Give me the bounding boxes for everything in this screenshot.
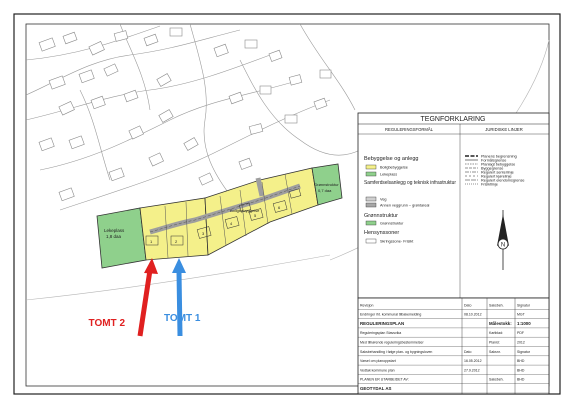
lekeplass-area	[97, 208, 146, 268]
title-block-cell: Reguleringsplan Stavsvika	[360, 331, 402, 336]
legend-col-left: REGULERINGSFORMÅL	[385, 127, 433, 132]
legend-swatch	[366, 203, 376, 207]
lekeplass-label: Lekeplass	[104, 228, 125, 233]
legend-line-label: Frisiktlinje	[481, 182, 498, 187]
title-block-cell: Kartblad:	[489, 331, 504, 336]
title-block-cell: MGT	[517, 312, 525, 317]
legend-item: Lekeplass	[380, 172, 398, 177]
title-block-cell: Saksbehandling i følge plan- og bygningsloven	[360, 349, 433, 354]
bolig-area-west	[140, 198, 208, 260]
title-block-cell: BHD	[517, 359, 525, 364]
tomt-2-label: TOMT 2	[88, 318, 125, 329]
title-block-cell: Dato	[464, 303, 472, 308]
svg-text:N: N	[500, 242, 506, 249]
bolig-label: Boligbebyggelse	[230, 208, 260, 213]
lot-number: 1	[150, 239, 153, 244]
legend-item: Veg	[380, 197, 387, 202]
legend-item: Skringssone- Frisikt	[380, 239, 414, 244]
lot-number: 6	[278, 205, 281, 210]
legend-line-label: Planens begrensning	[481, 154, 517, 159]
legend-line-label: Formålsgrense	[481, 158, 507, 163]
title-block-cell: 2012	[517, 340, 525, 345]
title-block-cell: Planid:	[489, 340, 500, 345]
legend-heading: Hensynssoner	[364, 230, 400, 236]
legend-swatch	[366, 197, 376, 201]
title-block-cell: Varsel om planoppstart	[360, 359, 396, 364]
legend-swatch	[366, 172, 376, 176]
legend-line-label: Planlagt bebyggelse	[481, 162, 516, 167]
legend-line-label: Regulert eiendomsgrense	[481, 178, 525, 183]
title-block-cell: Endringer iht. kommunal tilbakemelding	[360, 312, 422, 317]
legend-line-label: Byggegrense	[481, 166, 504, 171]
legend	[358, 113, 549, 298]
lot-number: 4	[230, 221, 233, 226]
title-block-cell: 08.10.2012	[464, 312, 482, 317]
legend-col-right: JURIDISKE LINJER	[485, 127, 523, 132]
legend-heading: Bebyggelse og anlegg	[364, 156, 419, 162]
title-block-cell: Målestokk:	[489, 320, 512, 326]
gronnstruktur-label: Grønnstruktur	[314, 182, 339, 187]
lot-number: 3	[202, 231, 205, 236]
tomt-1-label: TOMT 1	[164, 313, 201, 324]
lekeplass-area-label: 1,8 daa	[106, 234, 122, 239]
title-block-cell: Saksbeh.	[489, 377, 504, 382]
title-block-cell: PLANEN ER UTARBEIDET AV:	[360, 377, 409, 382]
legend-line-label: Regulert kjørelinje	[481, 174, 512, 179]
lot-number: 2	[175, 239, 178, 244]
title-block-cell: REGULERINGSPLAN	[360, 320, 405, 326]
title-block-cell: BHD	[517, 377, 525, 382]
title-block-cell: Signatur	[517, 349, 531, 354]
title-block-cell: PDF	[517, 331, 524, 336]
title-block-cell: 27.9.2012	[464, 368, 480, 373]
title-block-cell: Dato	[464, 349, 472, 354]
title-block-cell: Signatur	[517, 303, 531, 308]
legend-heading: Samferdselsanlegg og teknisk infrastruktur	[364, 180, 457, 186]
lot-number: 5	[254, 213, 257, 218]
title-block-cell: 1:1000	[517, 320, 531, 326]
title-block-cell: BHD	[517, 368, 525, 373]
legend-item: Grønnstruktur	[380, 221, 404, 226]
legend-line-label: Regulert senterlinje	[481, 170, 514, 175]
legend-swatch	[366, 165, 376, 169]
tomt-1-arrow	[179, 272, 180, 336]
title-block-cell: 16.05.2012	[464, 359, 482, 364]
legend-item: Boligbebyggelse	[380, 165, 408, 170]
title-block-cell: Saksbeh.	[489, 303, 504, 308]
legend-item: Annen veggrunn – grøntareal	[380, 203, 430, 208]
title-block	[358, 298, 549, 394]
gronnstruktur-area-label: 0,7 daa	[318, 188, 332, 193]
title-block-cell: Med tilhørende reguleringsbestemmelser	[360, 340, 424, 345]
title-block-cell: Vedtak kommune plan	[360, 368, 395, 373]
title-block-cell: Saksnr.	[489, 349, 501, 354]
title-block-cell: Revisjon	[360, 303, 374, 308]
legend-swatch	[366, 221, 376, 225]
legend-heading: Grønnstruktur	[364, 213, 398, 219]
legend-title: TEGNFORKLARING	[420, 116, 486, 123]
title-block-cell: GEOTYDAL AS	[360, 386, 392, 391]
legend-swatch	[366, 239, 376, 243]
